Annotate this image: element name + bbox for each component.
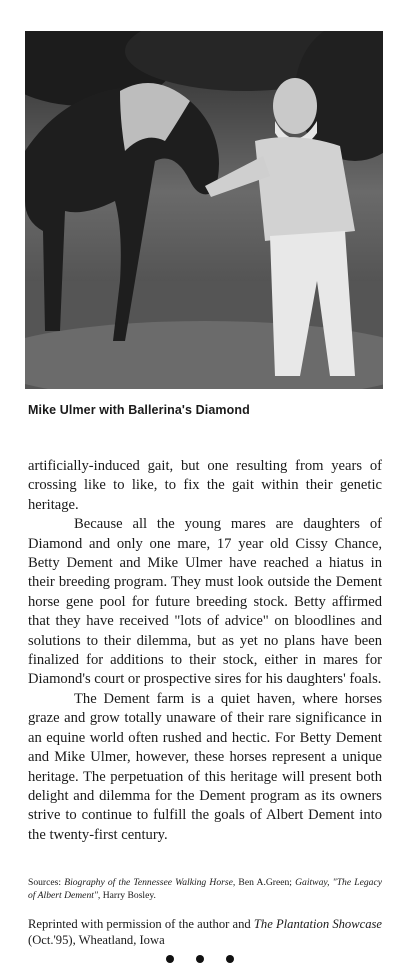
paragraph: artificially-induced gait, but one resulting from years of crossing like to like, to fix the gait within their genetic heritage. bbox=[28, 458, 382, 513]
dot-icon bbox=[226, 955, 234, 963]
dot-icon bbox=[196, 955, 204, 963]
photo-caption: Mike Ulmer with Ballerina's Diamond bbox=[28, 403, 250, 417]
article-body bbox=[28, 457, 382, 845]
reprint-publication: The Plantation Showcase bbox=[253, 917, 382, 931]
source-title: Gaitway, "The Legacy of Albert Dement", bbox=[28, 877, 382, 901]
sources-note bbox=[28, 877, 382, 902]
paragraph: Because all the young mares are daughters of Diamond and only one mare, 17 year old Cissy Chance, Betty Dement and Mike Ulmer have reached a hiatus in their breeding program. They must look outside the Dement horse gene pool for future breeding stock. Betty affirmed that they have received "lots of advice" on bloodlines and solutions to their dilemma, but as yet no plans have been finalized for additions to their stock, either in mares for Diamond's court or prospective sires for his daughters' foals. bbox=[28, 516, 382, 688]
reprint-prefix: Reprinted with permission of the author and bbox=[28, 917, 251, 931]
source-title: Biography of the Tennessee Walking Horse, bbox=[64, 877, 236, 888]
end-mark-dots bbox=[0, 952, 400, 966]
source-author: Harry Bosley. bbox=[102, 889, 156, 901]
reprint-credit bbox=[28, 917, 382, 949]
source-author: Ben A.Green; bbox=[238, 877, 292, 888]
dot-icon bbox=[166, 955, 174, 963]
reprint-suffix: (Oct.'95), Wheatland, Iowa bbox=[28, 932, 165, 947]
sources-label: Sources: bbox=[28, 877, 62, 888]
paragraph: The Dement farm is a quiet haven, where horses graze and grow totally unaware of their rare significance in an equine world often rushed and hectic. For Betty Dement and Mike Ulmer, however, these horses represent a unique heritage. The perpetuation of this heritage will present both delight and dilemma for the Dement program as its owners strive to continue to fulfill the goals of Albert Dement into the twenty-first century. bbox=[28, 690, 382, 843]
photo-mike-ulmer-with-horse bbox=[25, 31, 383, 389]
